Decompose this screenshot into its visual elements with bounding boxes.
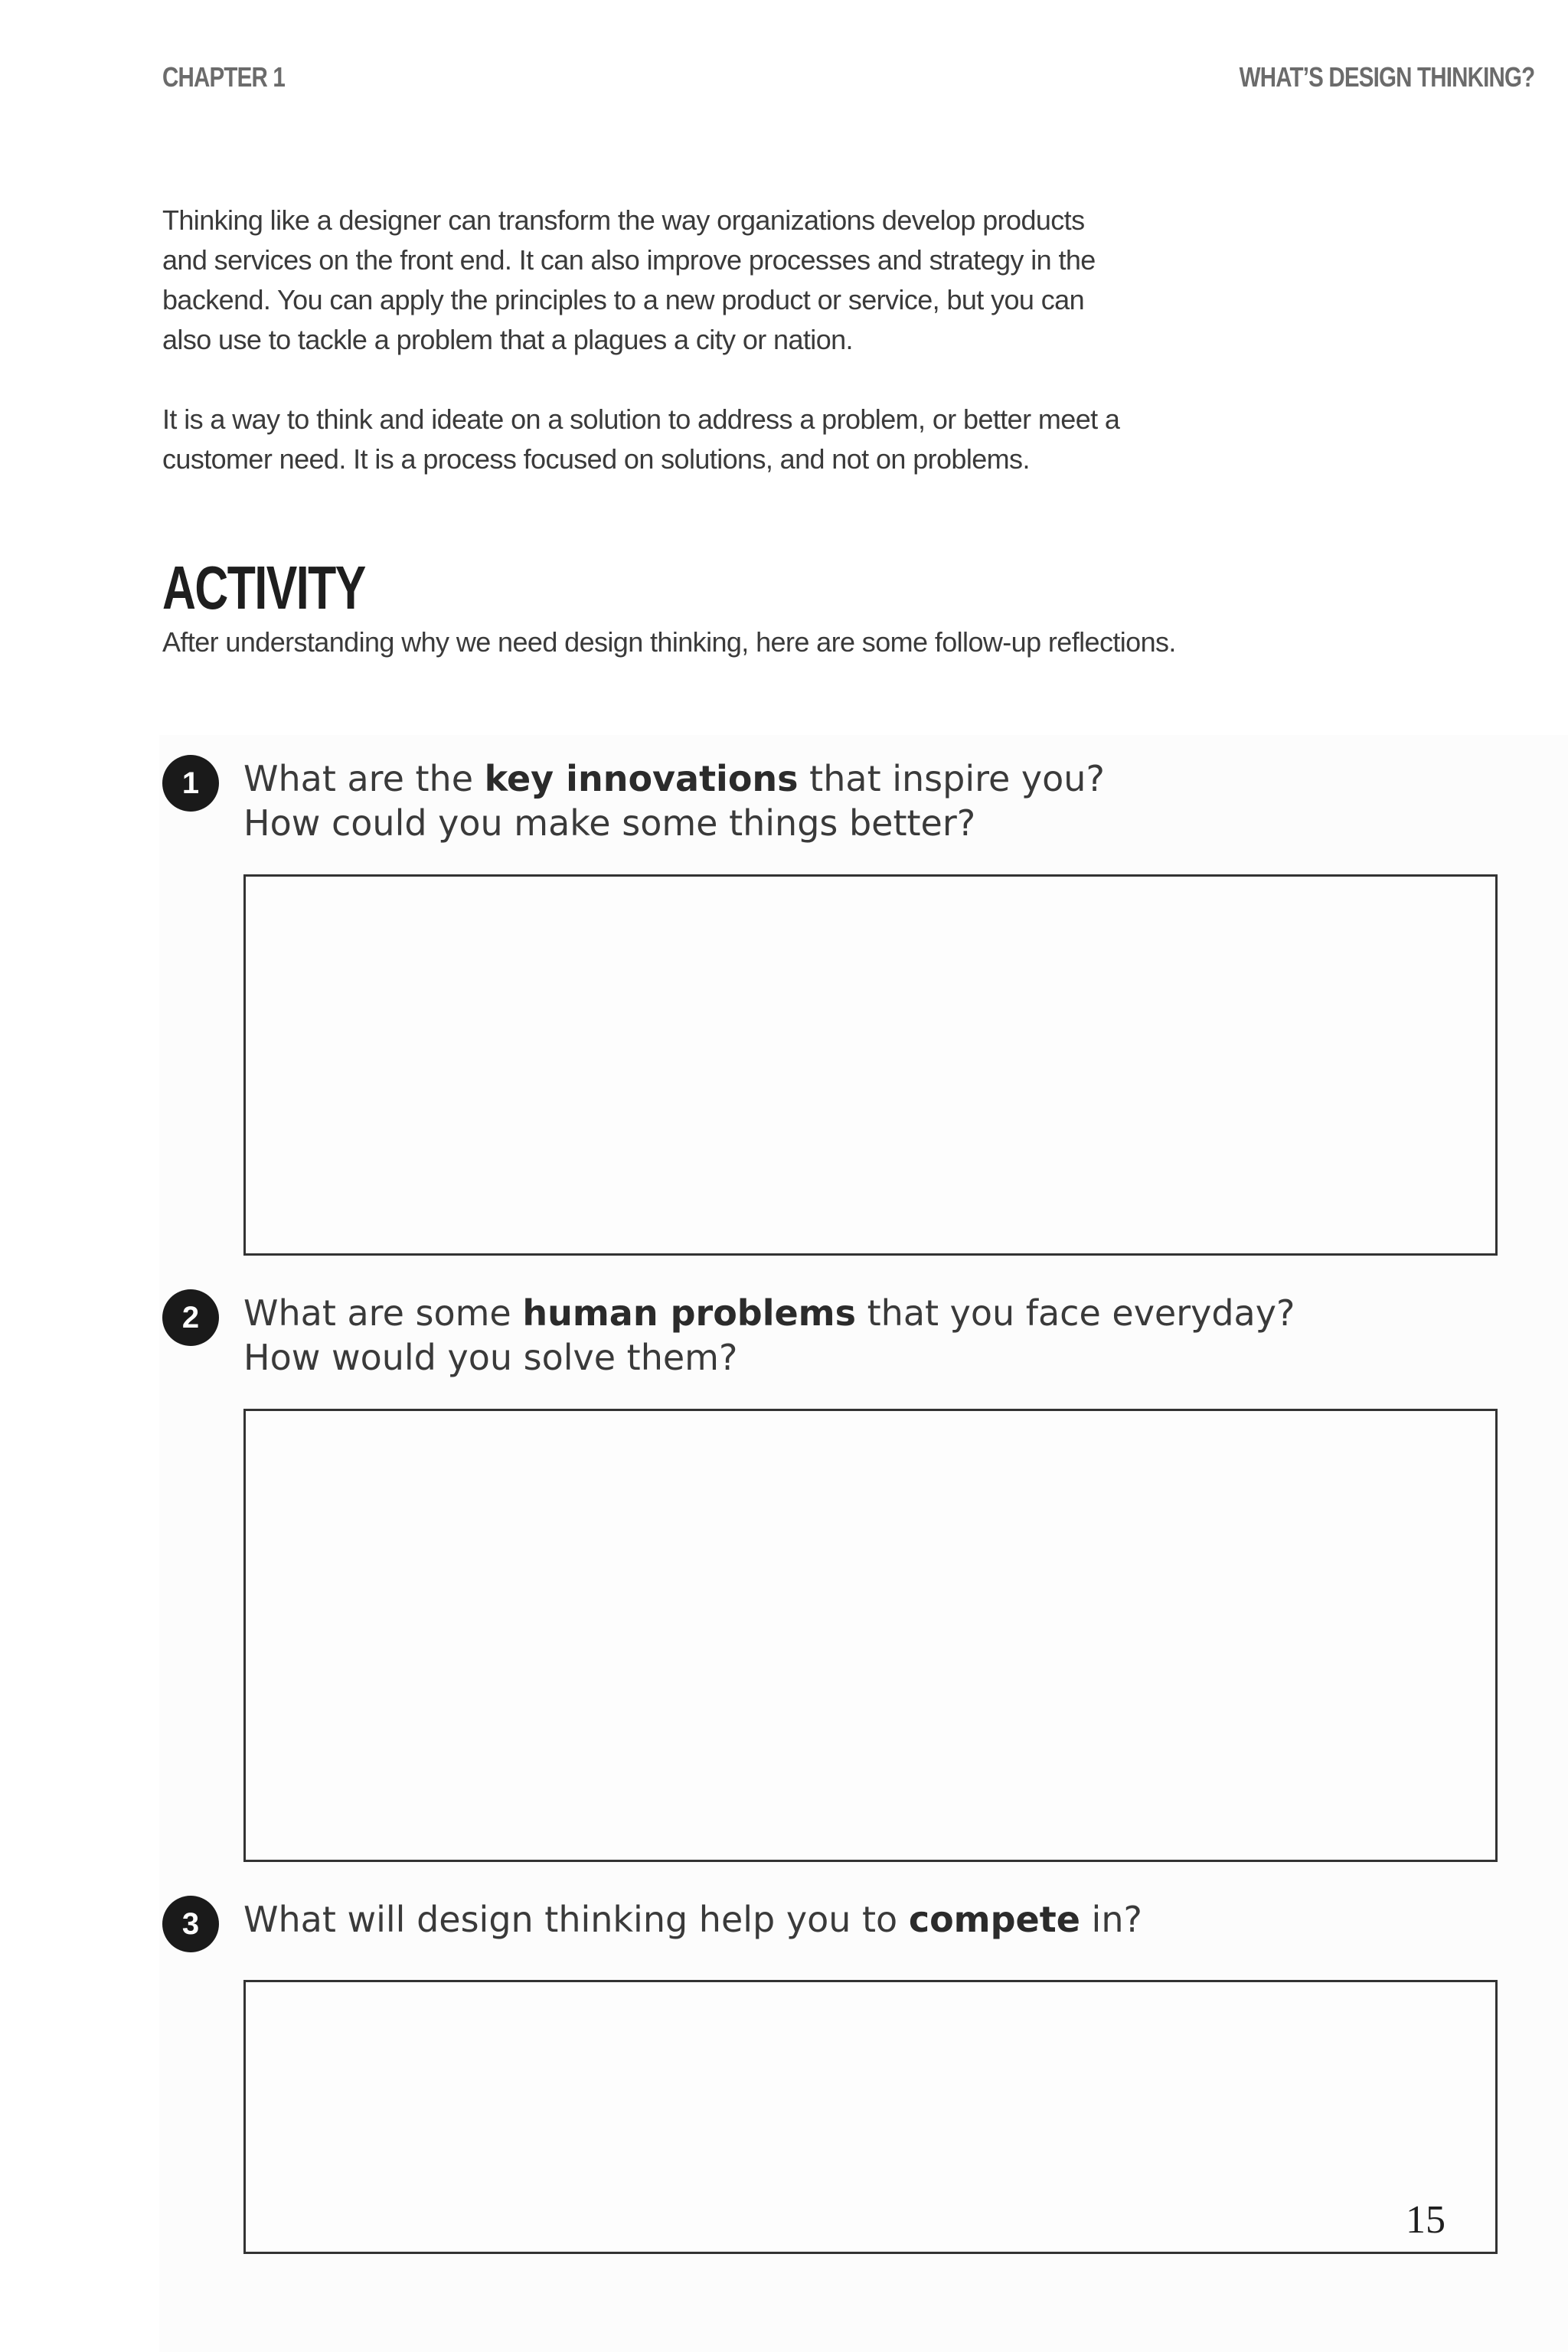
text-line: It is a way to think and ideate on a solution to address a problem, or better meet a [162, 403, 1120, 435]
text-line: customer need. It is a process focused on solutions, and not on problems. [162, 443, 1030, 475]
answer-box-3[interactable] [243, 1980, 1498, 2254]
question-1-text-a: What are the [243, 758, 485, 799]
question-3-text-b: in? [1080, 1899, 1142, 1940]
text-line: also use to tackle a problem that a plagues a city or nation. [162, 324, 853, 355]
section-title: WHAT’S DESIGN THINKING? [1239, 61, 1534, 93]
chapter-label: CHAPTER 1 [162, 61, 285, 93]
question-1-text-line-2: How could you make some things better? [243, 802, 976, 844]
text-line: Thinking like a designer can transform the way organizations develop products [162, 204, 1085, 236]
text-line: and services on the front end. It can also improve processes and strategy in the [162, 244, 1096, 276]
question-3-text [243, 1897, 1142, 1942]
question-3-keyword: compete [908, 1899, 1080, 1940]
activity-heading: ACTIVITY [162, 554, 365, 622]
question-2-text-b: that you face everyday? [856, 1292, 1295, 1334]
intro-text [162, 201, 1234, 479]
question-1-number-badge: 1 [162, 755, 219, 812]
answer-box-1[interactable] [243, 874, 1498, 1256]
question-2-text [243, 1291, 1295, 1380]
question-3-number-badge: 3 [162, 1896, 219, 1952]
intro-paragraph-1 [162, 201, 1234, 360]
question-2-number-badge: 2 [162, 1289, 219, 1346]
activity-subtitle: After understanding why we need design thinking, here are some follow-up reflections. [162, 626, 1176, 658]
question-1-text [243, 756, 1105, 845]
text-line: backend. You can apply the principles to a new product or service, but you can [162, 284, 1084, 315]
question-2-text-a: What are some [243, 1292, 523, 1334]
page-number: 15 [1406, 2198, 1446, 2242]
question-1-text-b: that inspire you? [798, 758, 1105, 799]
question-3-text-a: What will design thinking help you to [243, 1899, 909, 1940]
question-2-text-line-2: How would you solve them? [243, 1337, 738, 1378]
question-2-keyword: human problems [522, 1292, 856, 1334]
question-1-keyword: key innovations [484, 758, 799, 799]
answer-box-2[interactable] [243, 1409, 1498, 1862]
intro-paragraph-2 [162, 400, 1234, 479]
